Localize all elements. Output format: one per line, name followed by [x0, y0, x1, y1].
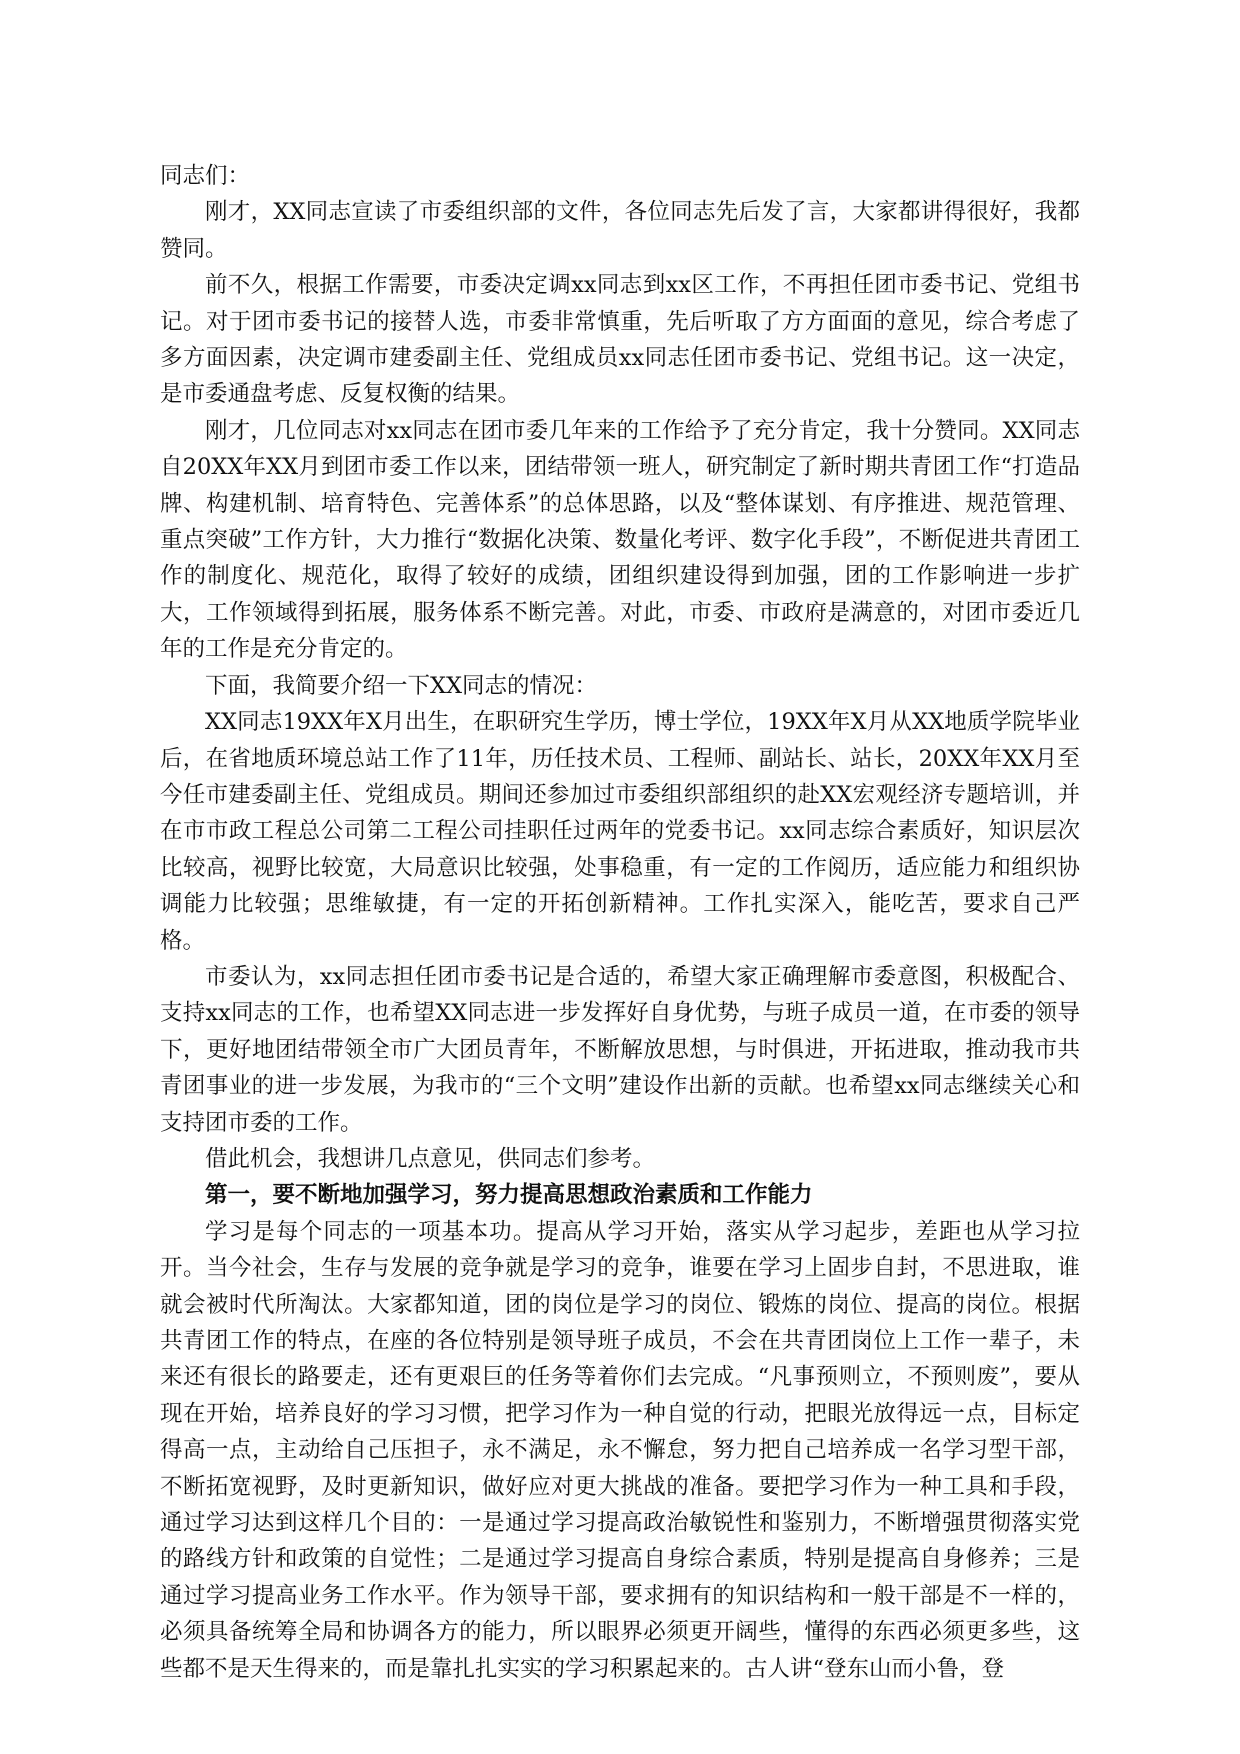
paragraph-7: 借此机会，我想讲几点意见，供同志们参考。	[205, 1145, 656, 1172]
paragraph-8: 学习是每个同志的一项基本功。提高从学习开始，落实从学习起步，差距也从学习拉开。当今社会，生存与发展的竞争就是学习的竞争，谁要在学习上固步自封，不思进取，谁就会被时代所淘汰。大家都知道，团的岗位是学习的岗位、锻炼的岗位、提高的岗位。根据共青团工作的特点，在座的各位特别是领导班子成员，不会在共青团岗位上工作一辈子，未来还有很长的路要走，还有更艰巨的任务等着你们去完成。“凡事预则立，不预则废”，要从现在开始，培养良好的学习习惯，把学习作为一种自觉的行动，把眼光放得远一点，目标定得高一点，主动给自己压担子，永不满足，永不懈怠，努力把自己培养成一名学习型干部，不断拓宽视野，及时更新知识，做好应对更大挑战的准备。要把学习作为一种工具和手段，通过学习达到这样几个目的：一是通过学习提高政治敏锐性和鉴别力，不断增强贯彻落实党的路线方针和政策的自觉性；二是通过学习提高自身综合素质，特别是提高自身修养；三是通过学习提高业务工作水平。作为领导干部，要求拥有的知识结构和一般干部是不一样的，必须具备统筹全局和协调各方的能力，所以眼界必须更开阔些，懂得的东西必须更多些，这些都不是天生得来的，而是靠扎扎实实的学习积累起来的。古人讲“登东山而小鲁，登	[160, 1218, 1080, 1682]
section-heading: 第一，要不断地加强学习，努力提高思想政治素质和工作能力	[205, 1182, 813, 1209]
paragraph-6: 市委认为，xx同志担任团市委书记是合适的，希望大家正确理解市委意图，积极配合、支持xx同志的工作，也希望XX同志进一步发挥好自身优势，与班子成员一道，在市委的领导下，更好地团结带领全市广大团员青年，不断解放思想，与时俱进，开拓进取，推动我市共青团事业的进一步发展，为我市的“三个文明”建设作出新的贡献。也希望xx同志继续关心和支持团市委的工作。	[160, 963, 1080, 1136]
paragraph-1: 刚才，XX同志宣读了市委组织部的文件，各位同志先后发了言，大家都讲得很好，我都赞同。	[160, 199, 1080, 262]
paragraph-5: XX同志19XX年X月出生，在职研究生学历，博士学位，19XX年X月从XX地质学院毕业后，在省地质环境总站工作了11年，历任技术员、工程师、副站长、站长，20XX年XX月至今任市建委副主任、党组成员。期间还参加过市委组织部组织的赴XX宏观经济专题培训，并在市市政工程总公司第二工程公司挂职任过两年的党委书记。xx同志综合素质好，知识层次比较高，视野比较宽，大局意识比较强，处事稳重，有一定的工作阅历，适应能力和组织协调能力比较强；思维敏捷，有一定的开拓创新精神。工作扎实深入，能吃苦，要求自己严格。	[160, 709, 1080, 954]
paragraph-4: 下面，我简要介绍一下XX同志的情况：	[205, 672, 598, 699]
paragraph-2: 前不久，根据工作需要，市委决定调xx同志到xx区工作，不再担任团市委书记、党组书记。对于团市委书记的接替人选，市委非常慎重，先后听取了方方面面的意见，综合考虑了多方面因素，决定调市建委副主任、党组成员xx同志任团市委书记、党组书记。这一决定，是市委通盘考虑、反复权衡的结果。	[160, 272, 1080, 408]
document-body	[160, 158, 1080, 1687]
salutation: 同志们：	[160, 163, 251, 189]
paragraph-3: 刚才，几位同志对xx同志在团市委几年来的工作给予了充分肯定，我十分赞同。XX同志自20XX年XX月到团市委工作以来，团结带领一班人，研究制定了新时期共青团工作“打造品牌、构建机制、培育特色、完善体系”的总体思路，以及“整体谋划、有序推进、规范管理、重点突破”工作方针，大力推行“数据化决策、数量化考评、数字化手段”，不断促进共青团工作的制度化、规范化，取得了较好的成绩，团组织建设得到加强，团的工作影响进一步扩大，工作领域得到拓展，服务体系不断完善。对此，市委、市政府是满意的，对团市委近几年的工作是充分肯定的。	[160, 417, 1080, 663]
